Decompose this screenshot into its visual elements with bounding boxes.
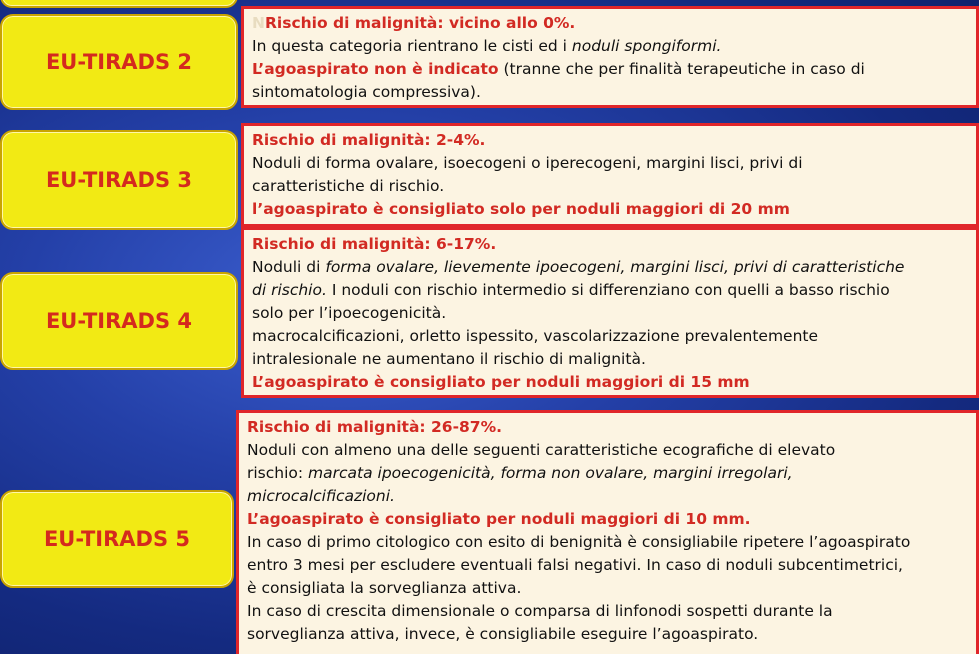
box-eu-tirads-5 (236, 410, 979, 654)
desc-italic: di rischio. (252, 281, 327, 299)
desc-line: entro 3 mesi per escludere eventuali falsi negativi. In caso di noduli subcentimetrici, (247, 556, 903, 574)
desc-line (247, 462, 968, 485)
desc-line: Noduli di forma ovalare, isoecogeni o iperecogeni, margini lisci, privi di (252, 154, 803, 172)
desc-text: rischio: (247, 464, 309, 482)
note-line: sintomatologia compressiva). (252, 83, 481, 101)
recommendation-line (252, 58, 968, 81)
risk-text: Rischio di malignità: 6-17%. (252, 235, 497, 253)
desc-line: caratteristiche di rischio. (252, 177, 445, 195)
label-eu-tirads-4: EU-TIRADS 4 (0, 272, 238, 370)
box-eu-tirads-3 (241, 123, 979, 227)
desc-line (247, 485, 968, 508)
recommendation-text: l’agoaspirato è consigliato solo per noduli maggiori di 20 mm (252, 200, 790, 218)
desc-line: è consigliata la sorveglianza attiva. (247, 579, 522, 597)
risk-line (252, 12, 968, 35)
desc-line: In caso di crescita dimensionale o comparsa di linfonodi sospetti durante la (247, 602, 833, 620)
desc-line (252, 256, 968, 279)
desc-text: I noduli con rischio intermedio si differenziano con quelli a basso rischio (326, 281, 890, 299)
desc-line (252, 35, 968, 58)
desc-line: macrocalcificazioni, orletto ispessito, vascolarizzazione prevalentemente (252, 327, 819, 345)
risk-text: Rischio di malignità: 2-4%. (252, 131, 486, 149)
label-eu-tirads-3: EU-TIRADS 3 (0, 130, 238, 230)
box-eu-tirads-2 (241, 6, 979, 108)
desc-line: Noduli con almeno una delle seguenti caratteristiche ecografiche di elevato (247, 441, 836, 459)
partial-label-top (0, 0, 238, 8)
desc-text: Noduli di (252, 258, 326, 276)
recommendation-note: (tranne che per finalità terapeutiche in caso di (498, 60, 865, 78)
desc-line (252, 279, 968, 302)
recommendation-text: L’agoaspirato è consigliato per noduli maggiori di 15 mm (252, 373, 750, 391)
lead-char: N (252, 14, 265, 32)
label-eu-tirads-2: EU-TIRADS 2 (0, 14, 238, 110)
desc-line: In caso di primo citologico con esito di benignità è consigliabile ripetere l’agoaspirato (247, 533, 911, 551)
desc-text: In questa categoria rientrano le cisti ed i (252, 37, 572, 55)
recommendation-text: L’agoaspirato non è indicato (252, 60, 499, 78)
desc-italic: noduli spongiformi. (571, 37, 722, 55)
risk-text: Rischio di malignità: vicino allo 0%. (264, 14, 576, 32)
desc-line: sorveglianza attiva, invece, è consigliabile eseguire l’agoaspirato. (247, 625, 759, 643)
desc-italic: forma ovalare, lievemente ipoecogeni, margini lisci, privi di caratteristiche (325, 258, 905, 276)
desc-italic: marcata ipoecogenicità, forma non ovalare, margini irregolari, (308, 464, 793, 482)
box-eu-tirads-4 (241, 227, 979, 398)
recommendation-text: L’agoaspirato è consigliato per noduli maggiori di 10 mm. (247, 510, 751, 528)
risk-text: Rischio di malignità: 26-87%. (247, 418, 502, 436)
desc-line: solo per l’ipoecogenicità. (252, 304, 447, 322)
label-eu-tirads-5: EU-TIRADS 5 (0, 490, 234, 588)
desc-line: intralesionale ne aumentano il rischio di malignità. (252, 350, 646, 368)
desc-italic: microcalcificazioni. (247, 487, 395, 505)
